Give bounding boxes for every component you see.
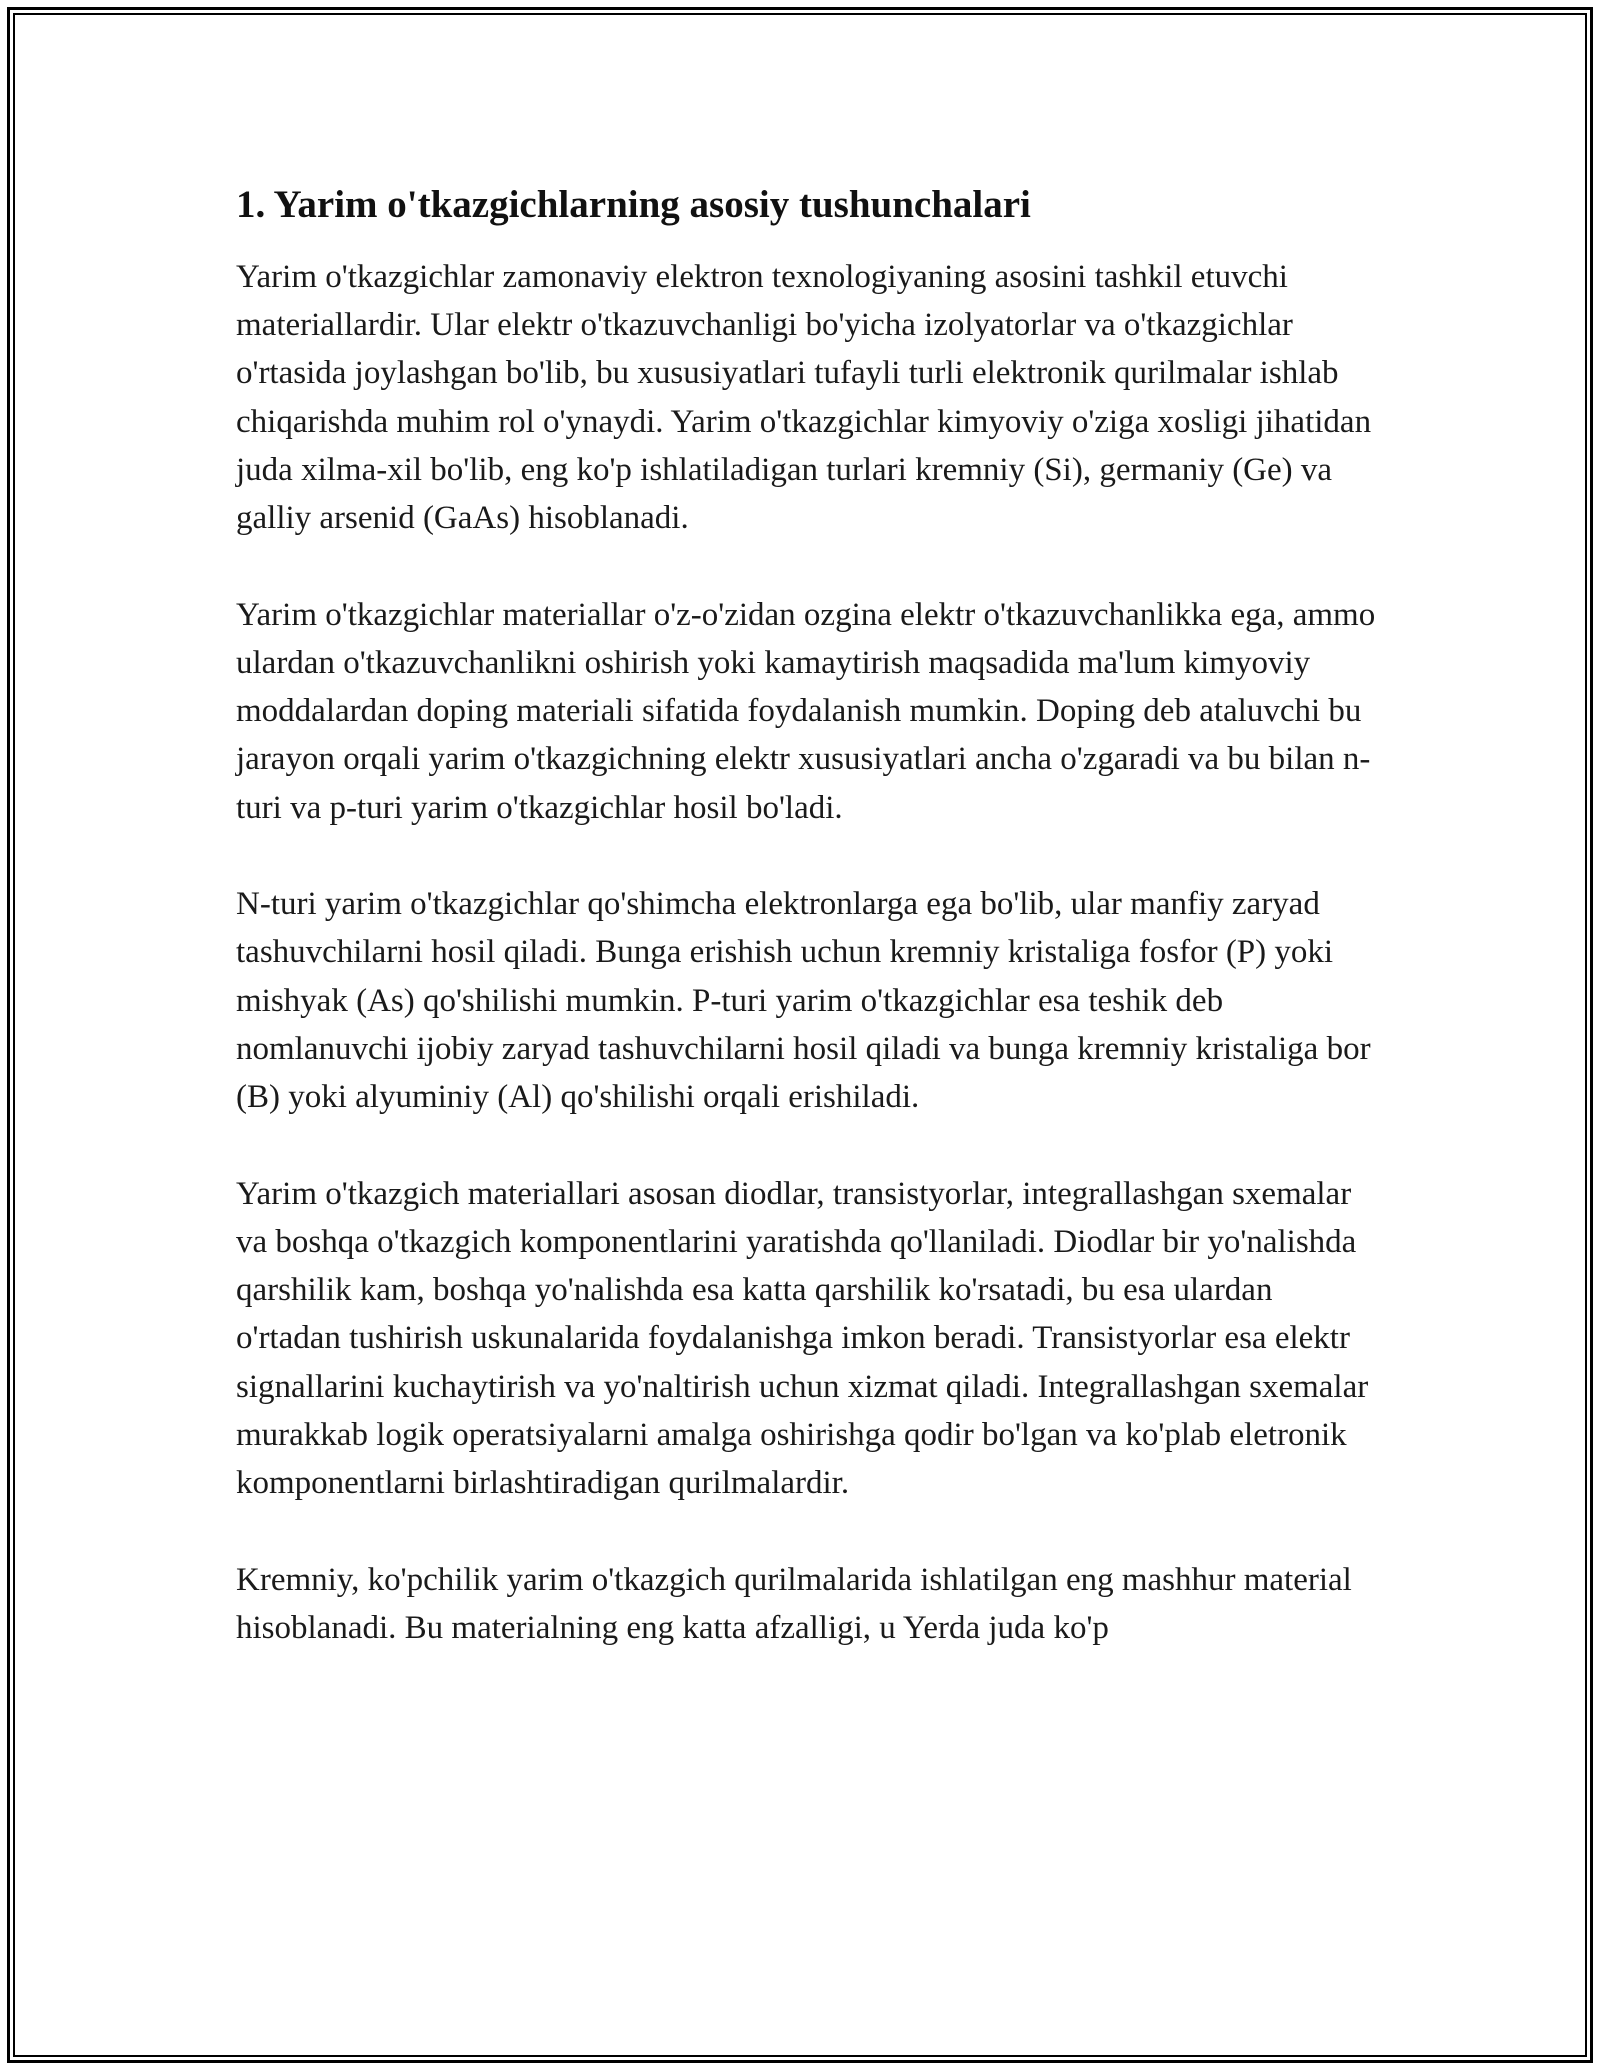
paragraph-2: Yarim o'tkazgichlar materiallar o'z-o'zidan ozgina elektr o'tkazuvchanlikka ega, ammo ulardan o'tkazuvchanlikni oshirish yoki kamaytirish maqsadida ma'lum kimyoviy moddalardan doping materiali sifatida foydalanish mumkin. Doping deb ataluvchi bu jarayon orqali yarim o'tkazgichning elektr xususiyatlari ancha o'zgaradi va bu bilan n-turi va p-turi yarim o'tkazgichlar hosil bo'ladi. — [236, 596, 1376, 826]
paragraph-4: Yarim o'tkazgich materiallari asosan diodlar, transistyorlar, integrallashgan sxemalar va boshqa o'tkazgich komponentlarini yaratishda qo'llaniladi. Diodlar bir yo'nalishda qarshilik kam, boshqa yo'nalishda esa katta qarshilik ko'rsatadi, bu esa ulardan o'rtadan tushirish uskunalarida foydalanishga imkon beradi. Transistyorlar esa elektr signallarini kuchaytirish va yo'naltirish uchun xizmat qiladi. Integrallashgan sxemalar murakkab logik operatsiyalarni amalga oshirishga qodir bo'lgan va ko'plab eletronik komponentlarni birlashtiradigan qurilmalardir. — [236, 1175, 1369, 1502]
paragraph-1: Yarim o'tkazgichlar zamonaviy elektron texnologiyaning asosini tashkil etuvchi materiallardir. Ular elektr o'tkazuvchanligi bo'yicha izolyatorlar va o'tkazgichlar o'rtasida joylashgan bo'lib, bu xususiyatlari tufayli turli elektronik qurilmalar ishlab chiqarishda muhim rol o'ynaydi. Yarim o'tkazgichlar kimyoviy o'ziga xosligi jihatidan juda xilma-xil bo'lib, eng ko'p ishlatiladigan turlari kremniy (Si), germaniy (Ge) va galliy arsenid (GaAs) hisoblanadi. — [236, 258, 1372, 537]
section-heading: 1. Yarim o'tkazgichlarning asosiy tushunchalari — [236, 183, 1031, 226]
paragraph-3: N-turi yarim o'tkazgichlar qo'shimcha elektronlarga ega bo'lib, ular manfiy zaryad tashuvchilarni hosil qiladi. Bunga erishish uchun kremniy kristaliga fosfor (P) yoki mishyak (As) qo'shilishi mumkin. P-turi yarim o'tkazgichlar esa teshik deb nomlanuvchi ijobiy zaryad tashuvchilarni hosil qiladi va bunga kremniy kristaliga bor (B) yoki alyuminiy (Al) qo'shilishi orqali erishiladi. — [236, 886, 1371, 1116]
document-body — [236, 182, 1376, 1700]
paragraph-5: Kremniy, ko'pchilik yarim o'tkazgich qurilmalarida ishlatilgan eng mashhur material hisoblanadi. Bu materialning eng katta afzalligi, u Yerda juda ko'p — [236, 1561, 1352, 1646]
